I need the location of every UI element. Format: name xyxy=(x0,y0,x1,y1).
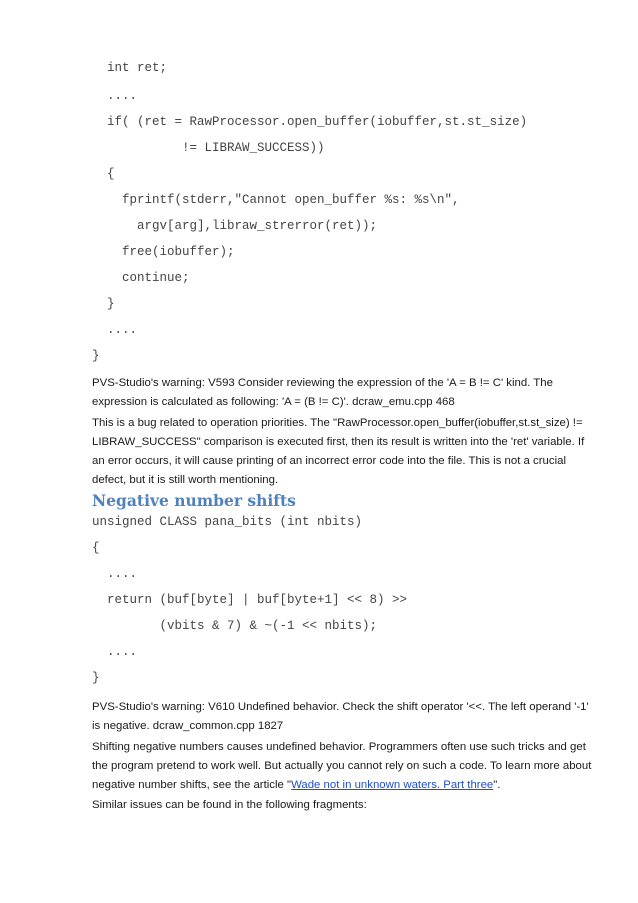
code-line: { xyxy=(92,541,100,555)
code-line: .... xyxy=(92,323,138,337)
explanation-text-after-link: ". xyxy=(493,779,501,791)
similar-issues-paragraph: Similar issues can be found in the following fragments: xyxy=(92,799,367,811)
code-line: } xyxy=(92,297,115,311)
code-line: .... xyxy=(92,645,138,659)
code-line: .... xyxy=(92,567,138,581)
code-line: fprintf(stderr,"Cannot open_buffer %s: %s\n", xyxy=(92,193,460,207)
code-line: != LIBRAW_SUCCESS)) xyxy=(92,141,325,155)
section-heading: Negative number shifts xyxy=(92,491,296,510)
code-line: free(iobuffer); xyxy=(92,245,235,259)
explanation-paragraph-2 xyxy=(92,738,592,795)
code-line: .... xyxy=(92,89,138,103)
code-line: } xyxy=(92,349,100,363)
explanation-text-before-link: Shifting negative numbers causes undefined behavior. Programmers often use such tricks and get the program pretend to work well. But actually you cannot rely on such a code. To learn more about negative number shifts, see the article " xyxy=(92,741,592,791)
code-line: int ret; xyxy=(92,61,168,75)
code-line: if( (ret = RawProcessor.open_buffer(iobuffer,st.st_size) xyxy=(92,115,528,129)
code-line: argv[arg],libraw_strerror(ret)); xyxy=(92,219,378,233)
code-line: { xyxy=(92,167,115,181)
code-line: return (buf[byte] | buf[byte+1] << 8) >> xyxy=(92,593,408,607)
explanation-paragraph-1: This is a bug related to operation priorities. The "RawProcessor.open_buffer(iobuffer,st.st_size) != LIBRAW_SUCCESS" comparison is executed first, then its result is written into the 'ret' variable. If an error occurs, it will cause printing of an incorrect error code into the file. This is not a crucial defect, but it is still worth mentioning. xyxy=(92,417,585,486)
code-line: continue; xyxy=(92,271,190,285)
warning-paragraph-2: PVS-Studio's warning: V610 Undefined behavior. Check the shift operator '<<. The left operand '-1' is negative. dcraw_common.cpp 1827 xyxy=(92,701,589,732)
warning-paragraph-1: PVS-Studio's warning: V593 Consider reviewing the expression of the 'A = B != C' kind. The expression is calculated as following: 'A = (B != C)'. dcraw_emu.cpp 468 xyxy=(92,377,553,408)
code-line: unsigned CLASS pana_bits (int nbits) xyxy=(92,515,363,529)
article-link[interactable]: Wade not in unknown waters. Part three xyxy=(291,779,494,791)
code-line: (vbits & 7) & ~(-1 << nbits); xyxy=(92,619,378,633)
code-line: } xyxy=(92,671,100,685)
